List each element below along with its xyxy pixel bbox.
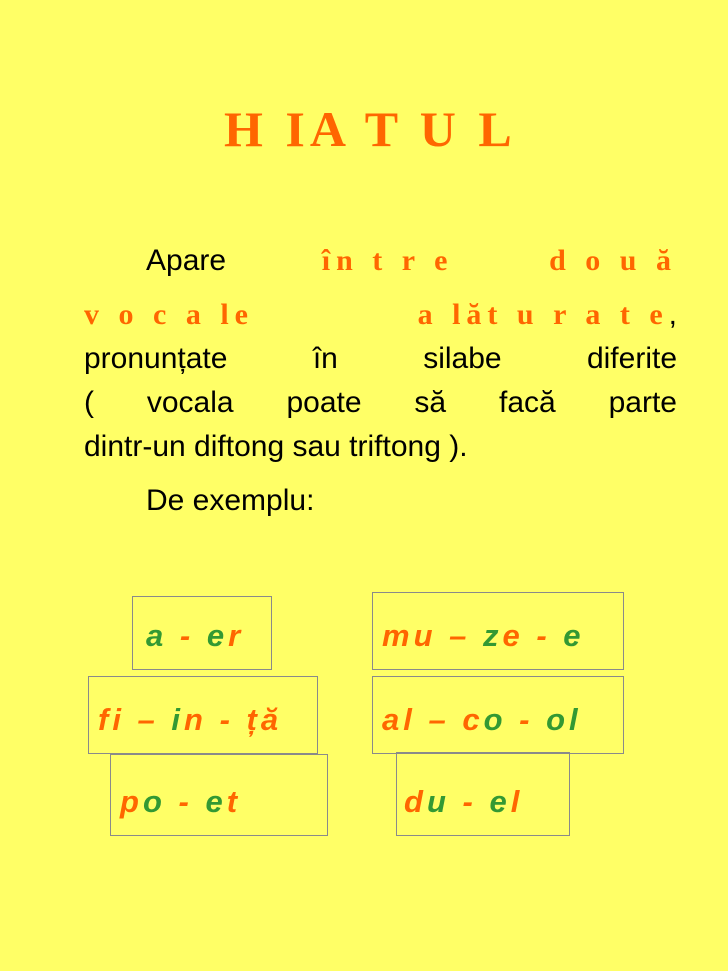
word: diferite: [586, 342, 677, 375]
paragraph-line-1: [146, 244, 677, 278]
word: vocala: [146, 386, 234, 419]
word-apare: Apare: [146, 244, 227, 277]
page-title: H IA T U L: [224, 101, 517, 157]
word: silabe: [423, 342, 502, 375]
paragraph-line-5: dintr-un diftong sau triftong ).: [84, 430, 468, 463]
highlight-alaturate: a lăt u r a t e: [417, 298, 669, 331]
word: facă: [498, 386, 556, 419]
word: pronunțate: [84, 342, 228, 375]
example-alcool: al – co - ol: [382, 702, 582, 737]
example-muzee: mu – ze - e: [382, 618, 585, 653]
example-duel: du - el: [404, 784, 524, 819]
word: să: [414, 386, 447, 419]
word: poate: [286, 386, 362, 419]
comma: ,: [668, 298, 677, 331]
example-aer: a - er: [146, 618, 245, 653]
highlight-doua: d o u ă: [549, 244, 677, 277]
paragraph-line-2: [84, 298, 677, 332]
example-poet: po - et: [120, 784, 242, 819]
paragraph-line-3: [84, 342, 677, 376]
word: (: [84, 386, 94, 419]
highlight-alaturate-wrap: [418, 298, 677, 332]
word: parte: [608, 386, 677, 419]
example-intro: De exemplu:: [146, 484, 315, 517]
highlight-vocale: v o c a le: [84, 298, 254, 331]
word: în: [312, 342, 338, 375]
paragraph-line-4: [84, 386, 677, 420]
highlight-intre: în t r e: [321, 244, 454, 277]
example-fiinta: fi – in - ță: [98, 702, 283, 737]
